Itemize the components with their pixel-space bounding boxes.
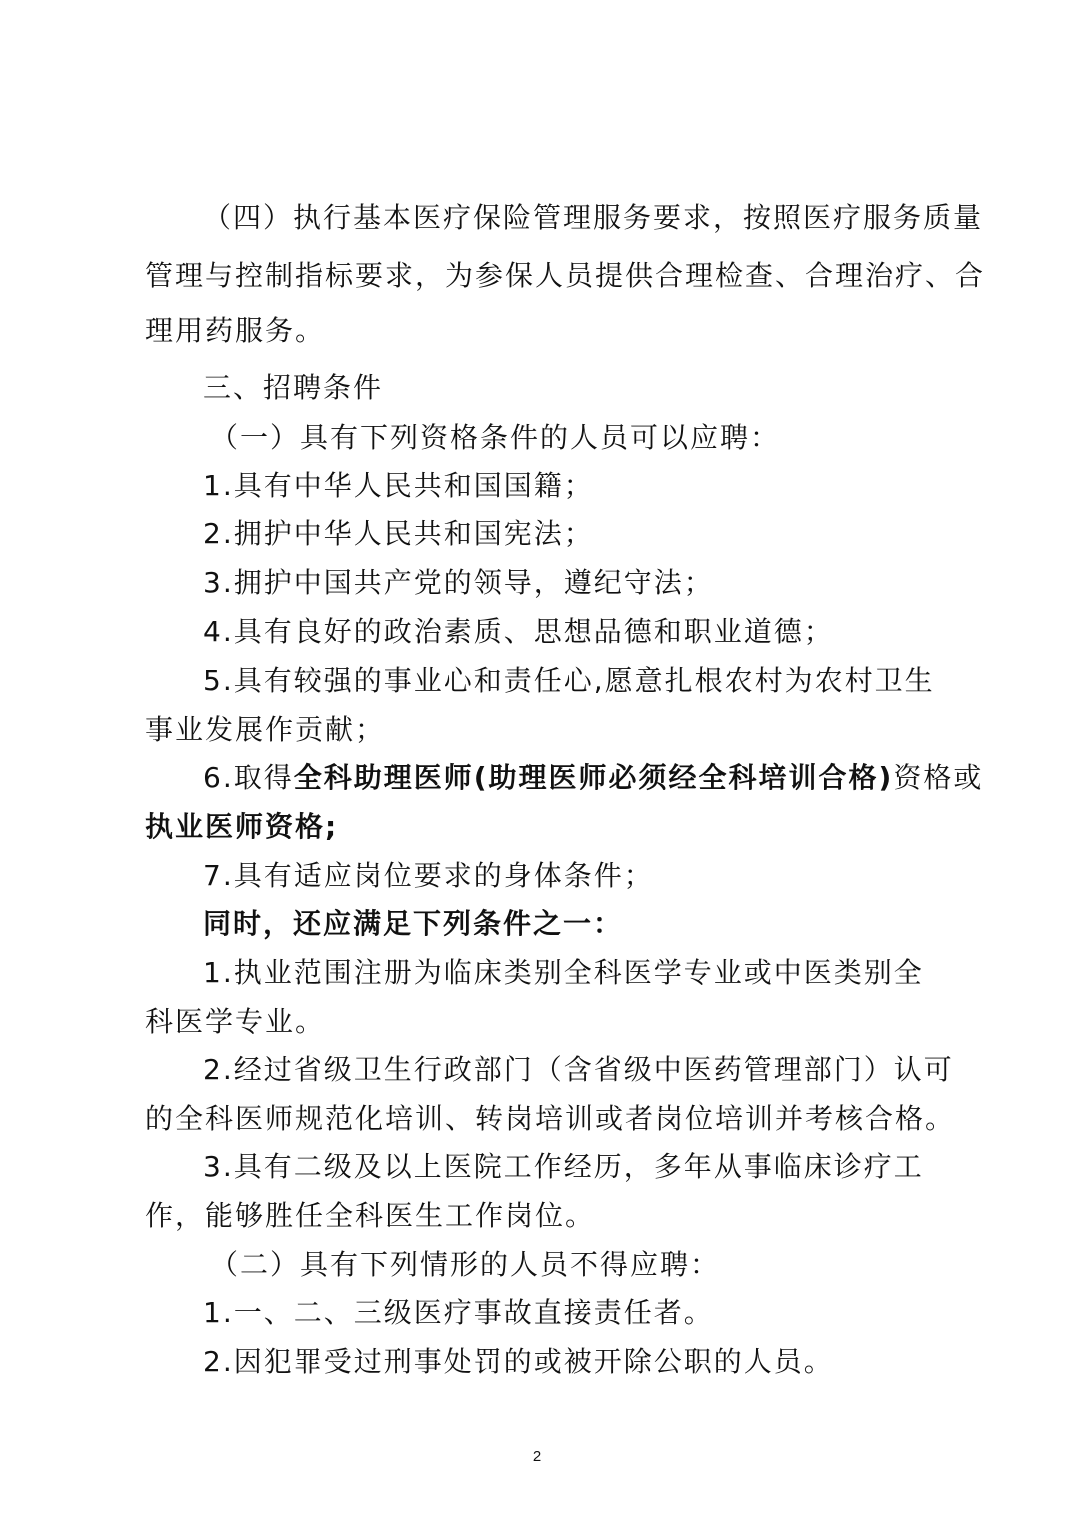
qualification-6-bold: 全科助理医师(助理医师必须经全科培训合格) [293, 761, 894, 794]
additional-2-line1: 2.经过省级卫生行政部门（含省级中医药管理部门）认可 [203, 1053, 954, 1086]
disqualification-1: 1.一、二、三级医疗事故直接责任者。 [203, 1296, 714, 1329]
paragraph-four-line2: 管理与控制指标要求，为参保人员提供合理检查、合理治疗、合 [145, 259, 986, 292]
disqualification-2: 2.因犯罪受过刑事处罚的或被开除公职的人员。 [203, 1345, 834, 1378]
qualification-7: 7.具有适应岗位要求的身体条件； [203, 859, 654, 892]
qualification-5-line1: 5.具有较强的事业心和责任心,愿意扎根农村为农村卫生 [203, 664, 935, 697]
qualification-6-line2: 执业医师资格; [145, 810, 339, 843]
subsection-two-heading: （二）具有下列情形的人员不得应聘： [210, 1248, 721, 1281]
qualification-3: 3.拥护中国共产党的领导，遵纪守法； [203, 566, 714, 599]
paragraph-four-line1: （四）执行基本医疗保险管理服务要求，按照医疗服务质量 [203, 201, 984, 234]
additional-1-line1: 1.执业范围注册为临床类别全科医学专业或中医类别全 [203, 956, 924, 989]
additional-3-line1: 3.具有二级及以上医院工作经历，多年从事临床诊疗工 [203, 1150, 924, 1183]
qualification-6-line1 [203, 758, 1003, 798]
qualification-1: 1.具有中华人民共和国国籍； [203, 469, 594, 502]
qualification-4: 4.具有良好的政治素质、思想品德和职业道德； [203, 615, 834, 648]
additional-1-line2: 科医学专业。 [145, 1005, 326, 1038]
also-heading: 同时，还应满足下列条件之一： [203, 907, 624, 940]
qualification-2: 2.拥护中华人民共和国宪法； [203, 517, 594, 550]
additional-2-line2: 的全科医师规范化培训、转岗培训或者岗位培训并考核合格。 [145, 1102, 956, 1135]
qualification-6-prefix: 6.取得 [203, 761, 294, 794]
paragraph-four-line3: 理用药服务。 [145, 314, 326, 347]
qualification-6-suffix: 资格或 [893, 761, 984, 794]
page-number: 2 [532, 1448, 542, 1465]
subsection-one-heading: （一）具有下列资格条件的人员可以应聘： [210, 421, 781, 454]
additional-3-line2: 作，能够胜任全科医生工作岗位。 [145, 1199, 596, 1232]
qualification-5-line2: 事业发展作贡献； [145, 713, 386, 746]
section-heading: 三、招聘条件 [203, 371, 384, 404]
